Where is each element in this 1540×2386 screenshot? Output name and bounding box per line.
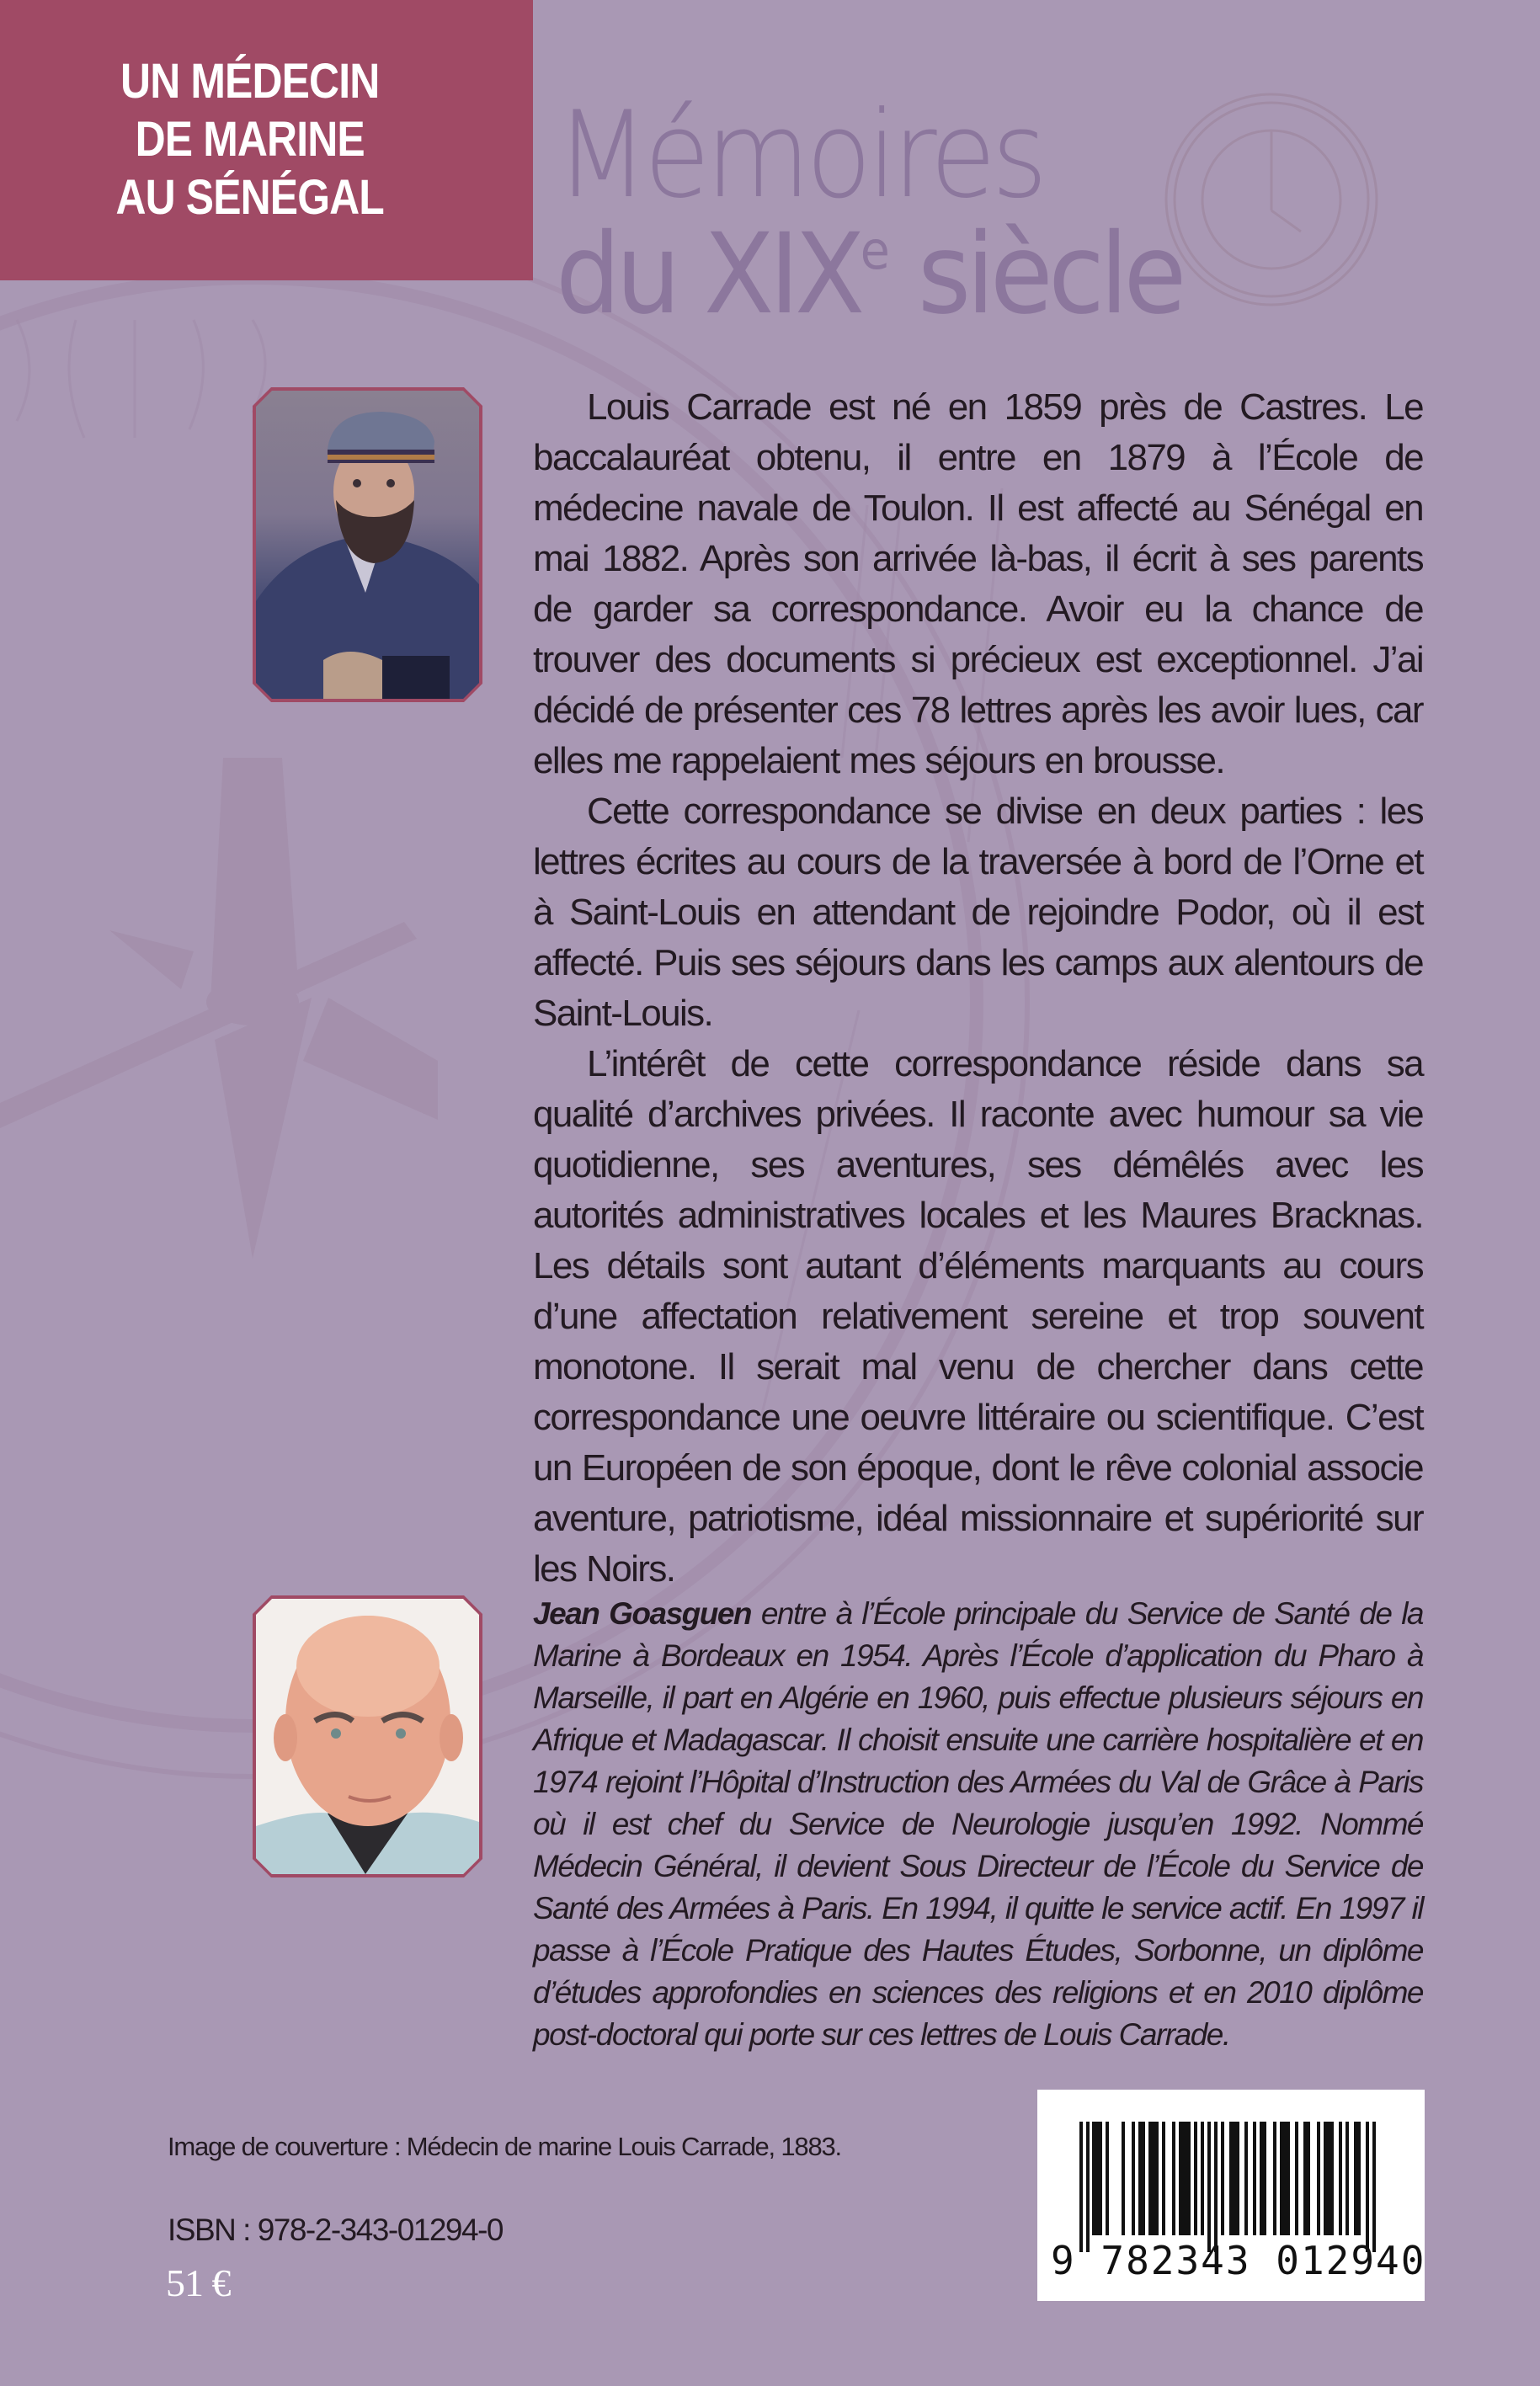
title-line-1: UN MÉDECIN	[120, 54, 380, 109]
officer-portrait-illustration	[256, 391, 479, 699]
title-line-3: AU SÉNÉGAL	[115, 170, 384, 225]
cover-image-caption: Image de couverture : Médecin de marine Louis Carrade, 1883.	[168, 2132, 841, 2161]
author-portrait-frame	[253, 1595, 482, 1877]
series-century: du XIX	[556, 210, 861, 339]
series-title-line-1: Mémoires	[556, 86, 1043, 225]
isbn: ISBN : 978-2-343-01294-0	[168, 2213, 503, 2247]
series-siecle: siècle	[889, 210, 1182, 339]
barcode-digits: 9 782343 012940	[1051, 2238, 1426, 2283]
series-title	[556, 86, 1182, 339]
barcode	[1037, 2090, 1425, 2301]
title-box	[0, 0, 533, 280]
author-name: Jean Goasguen	[533, 1596, 752, 1631]
author-bio-text: entre à l’École principale du Service de Santé de la Marine à Bordeaux en 1954. Après l’École d’application du Pharo à Marseille, il part en Algérie en 1960, puis effectue plusieurs séjours en Afrique et Madagascar. Il choisit ensuite une carrière hospitalière et en 1974 rejoint l’Hôpital d’Instruction des Armées du Val de Grâce à Paris où il est chef du Service de Neurologie jusqu’en 1992. Nommé Médecin Général, il devient Sous Directeur de l’École du Service de Santé des Armées à Paris. En 1994, il quitte le service actif. En 1997 il passe à l’École Pratique des Hautes Études, Sorbonne, un diplôme d’études approfondies en sciences des religions et en 2010 diplôme post-doctoral qui porte sur ces lettres de Louis Carrade.	[533, 1596, 1424, 2052]
author-bio	[533, 1593, 1423, 2056]
book-title	[0, 52, 499, 226]
cover-portrait	[256, 391, 479, 699]
price: 51 €	[166, 2261, 231, 2304]
author-portrait-illustration	[256, 1599, 479, 1874]
series-title-line-2	[556, 192, 1182, 339]
book-summary	[533, 382, 1423, 1595]
author-portrait	[256, 1599, 479, 1874]
barcode-bars	[1079, 2122, 1391, 2256]
series-century-superscript: e	[860, 220, 890, 281]
summary-paragraph-2: Cette correspondance se divise en deux parties : les lettres écrites au cours de la traversée à bord de l’Orne et à Saint-Louis en attendant de rejoindre Podor, où il est affecté. Puis ses séjours dans les camps aux alentours de Saint-Louis.	[533, 791, 1423, 1034]
cover-portrait-frame	[253, 387, 482, 702]
title-line-2: DE MARINE	[135, 112, 365, 167]
summary-paragraph-3: L’intérêt de cette correspondance réside dans sa qualité d’archives privées. Il raconte avec humour sa vie quotidienne, ses aventures, ses démêlés avec les autorités administratives locales et les Maures Bracknas. Les détails sont autant d’éléments marquants au cours d’une affectation relativement sereine et trop souvent monotone. Il serait mal venu de chercher dans cette correspondance une oeuvre littéraire ou scientifique. C’est un Européen de son époque, dont le rêve colonial associe aventure, patriotisme, idéal missionnaire et supériorité sur les Noirs.	[533, 1043, 1423, 1590]
summary-paragraph-1: Louis Carrade est né en 1859 près de Castres. Le baccalauréat obtenu, il entre en 1879 à l’École de médecine navale de Toulon. Il est affecté au Sénégal en mai 1882. Après son arrivée là-bas, il écrit à ses parents de garder sa correspondance. Avoir eu la chance de trouver des documents si précieux est exceptionnel. J’ai décidé de présenter ces 78 lettres après les avoir lues, car elles me rappelaient mes séjours en brousse.	[533, 386, 1423, 781]
